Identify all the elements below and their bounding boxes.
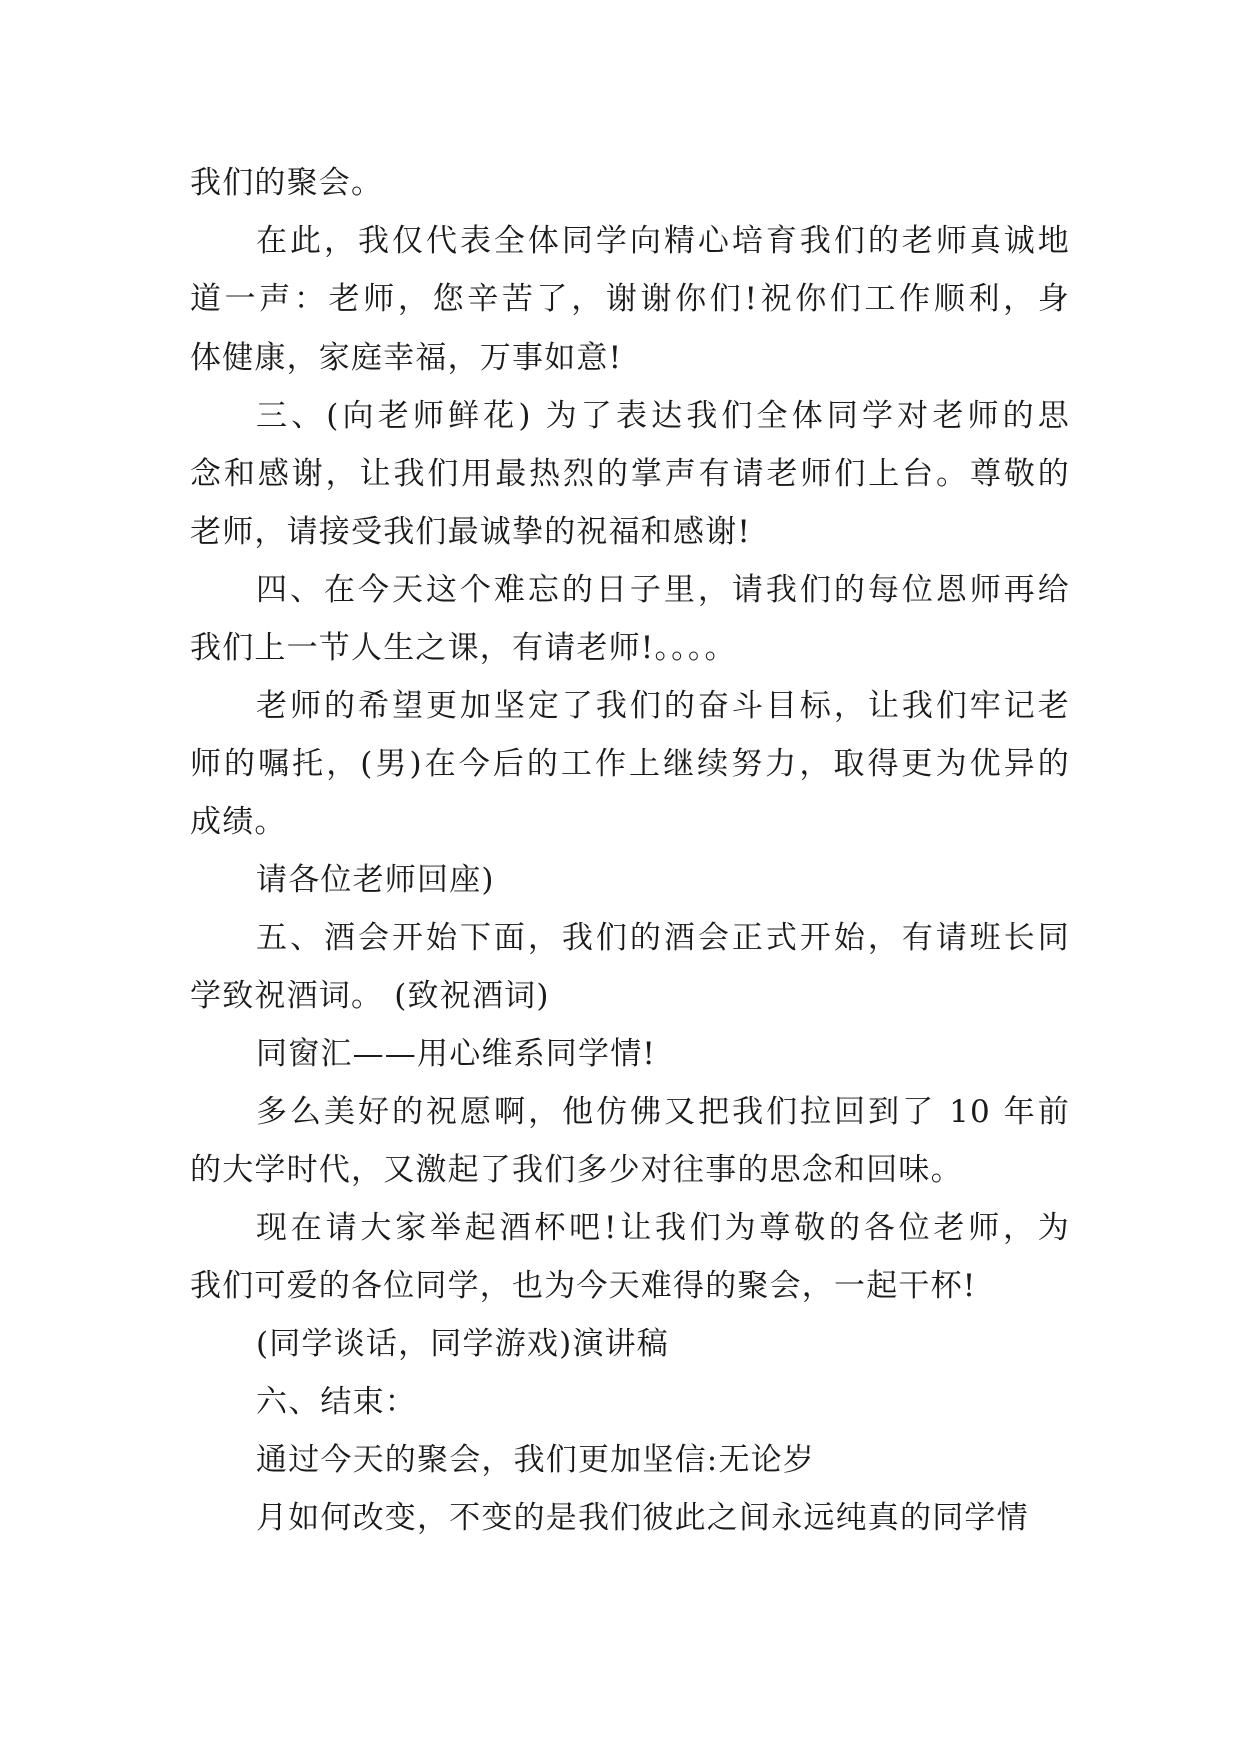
text-line: 成绩。 xyxy=(190,804,287,840)
text-line: 多么美好的祝愿啊，他仿佛又把我们拉回到了 10 年前 xyxy=(256,1094,1070,1130)
text-line: 五、酒会开始下面，我们的酒会正式开始，有请班长同 xyxy=(256,920,1070,956)
text-line: 六、结束： xyxy=(256,1384,417,1420)
text-line: 道一声：老师，您辛苦了，谢谢你们!祝你们工作顺利，身 xyxy=(190,281,1070,317)
text-line: 学致祝酒词。 (致祝酒词) xyxy=(190,978,550,1014)
text-line: 在此，我仅代表全体同学向精心培育我们的老师真诚地 xyxy=(256,223,1070,259)
text-line: 老师，请接受我们最诚挚的祝福和感谢! xyxy=(190,514,752,550)
text-line: 念和感谢，让我们用最热烈的掌声有请老师们上台。尊敬的 xyxy=(190,456,1070,492)
text-line: 现在请大家举起酒杯吧!让我们为尊敬的各位老师，为 xyxy=(256,1210,1070,1246)
text-line: 月如何改变，不变的是我们彼此之间永远纯真的同学情 xyxy=(256,1500,1029,1536)
text-line: 老师的希望更加坚定了我们的奋斗目标，让我们牢记老 xyxy=(256,688,1070,724)
text-line: 体健康，家庭幸福，万事如意! xyxy=(190,340,623,376)
text-line: (同学谈话，同学游戏)演讲稿 xyxy=(256,1326,669,1362)
text-line: 四、在今天这个难忘的日子里，请我们的每位恩师再给 xyxy=(256,572,1070,608)
text-line: 师的嘱托，(男)在今后的工作上继续努力，取得更为优异的 xyxy=(190,746,1070,782)
text-line: 通过今天的聚会，我们更加坚信:无论岁 xyxy=(256,1442,816,1478)
text-line: 我们上一节人生之课，有请老师!。。。。 xyxy=(190,630,737,666)
text-line: 三、(向老师鲜花) 为了表达我们全体同学对老师的思 xyxy=(256,398,1070,434)
text-line: 我们的聚会。 xyxy=(190,165,384,201)
text-line: 的大学时代，又激起了我们多少对往事的思念和回味。 xyxy=(190,1152,963,1188)
text-line: 同窗汇——用心维系同学情! xyxy=(256,1036,657,1072)
text-line: 请各位老师回座) xyxy=(256,862,495,898)
text-line: 我们可爱的各位同学，也为今天难得的聚会，一起干杯! xyxy=(190,1268,977,1304)
